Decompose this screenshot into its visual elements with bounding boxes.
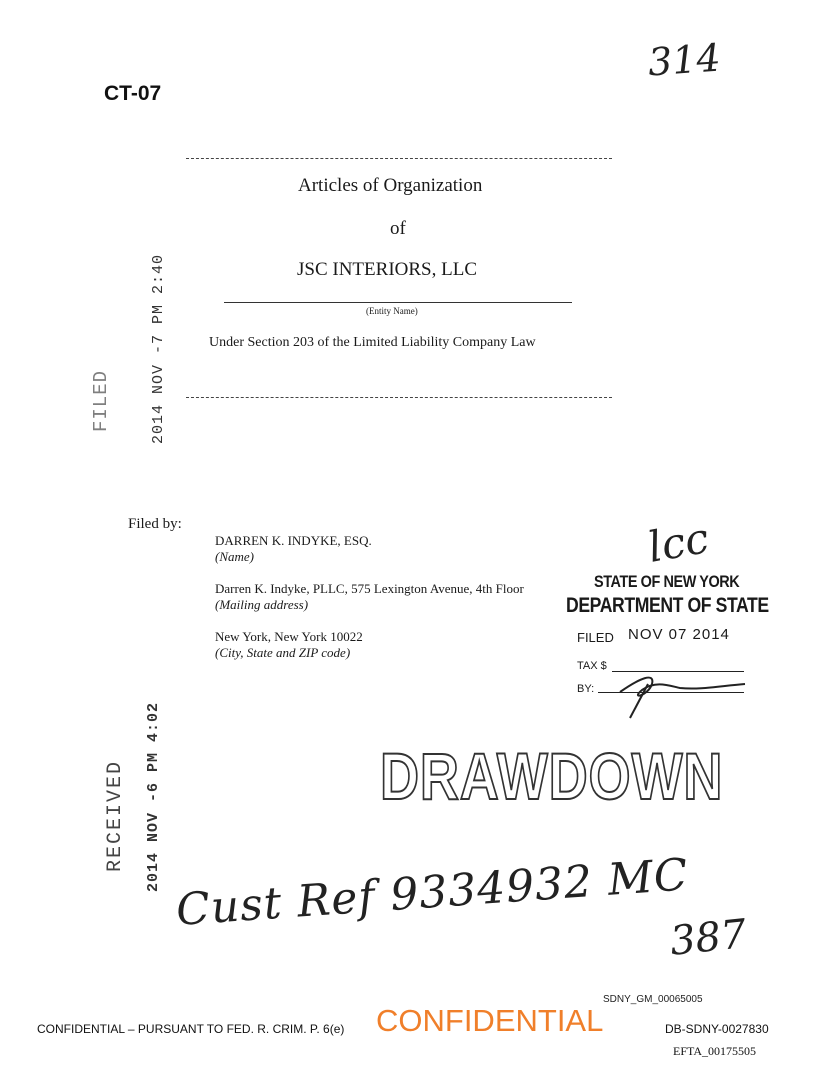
- confidential-watermark: CONFIDENTIAL: [376, 1003, 604, 1038]
- entity-name: JSC INTERIORS, LLC: [297, 259, 477, 280]
- handwritten-number: 387: [667, 911, 749, 965]
- handwritten-cust-ref: Cust Ref 9334932 MC: [174, 849, 691, 936]
- stamp-initials: lcc: [644, 513, 713, 572]
- top-dashed-divider: [186, 158, 612, 159]
- nys-filed-label: FILED: [577, 630, 614, 645]
- confidential-footer: CONFIDENTIAL – PURSUANT TO FED. R. CRIM. P. 6(e): [37, 1022, 345, 1036]
- entity-name-rule: [224, 302, 572, 303]
- nys-stamp-line2: DEPARTMENT OF STATE: [566, 594, 769, 617]
- drawdown-stamp: DRAWDOWN: [380, 739, 724, 813]
- bottom-dashed-divider: [186, 397, 612, 398]
- filer-mailing-address: Darren K. Indyke, PLLC, 575 Lexington Avenue, 4th Floor: [215, 581, 524, 596]
- received-stamp-date: 2014 NOV -6 PM 4:02: [145, 701, 162, 892]
- nys-stamp-line1: STATE OF NEW YORK: [594, 572, 740, 591]
- bates-number-top: SDNY_GM_00065005: [603, 994, 703, 1005]
- handwritten-page-number: 314: [646, 35, 722, 85]
- nys-by-label: BY:: [577, 683, 595, 695]
- form-code: CT-07: [104, 82, 162, 105]
- filed-by-label: Filed by:: [128, 516, 182, 532]
- filed-stamp-label: FILED: [90, 369, 112, 432]
- mailing-address-caption: (Mailing address): [215, 597, 309, 612]
- title-of: of: [390, 218, 406, 239]
- received-stamp-label: RECEIVED: [104, 759, 127, 872]
- filer-name: DARREN K. INDYKE, ESQ.: [215, 533, 372, 548]
- efta-number: EFTA_00175505: [673, 1044, 757, 1058]
- bates-number-right: DB-SDNY-0027830: [665, 1022, 769, 1036]
- section-text: Under Section 203 of the Limited Liability Company Law: [209, 335, 536, 350]
- filed-time-stamp: 2014 NOV -7 PM 2:40: [150, 253, 167, 444]
- nys-tax-label: TAX $: [577, 660, 607, 672]
- city-state-zip-caption: (City, State and ZIP code): [215, 645, 351, 660]
- entity-name-caption: (Entity Name): [366, 306, 418, 316]
- document-title: Articles of Organization: [298, 175, 483, 196]
- nys-filed-date: NOV 07 2014: [628, 626, 730, 643]
- signature: [600, 660, 750, 720]
- filer-city-state-zip: New York, New York 10022: [215, 629, 363, 644]
- filer-name-caption: (Name): [215, 549, 254, 564]
